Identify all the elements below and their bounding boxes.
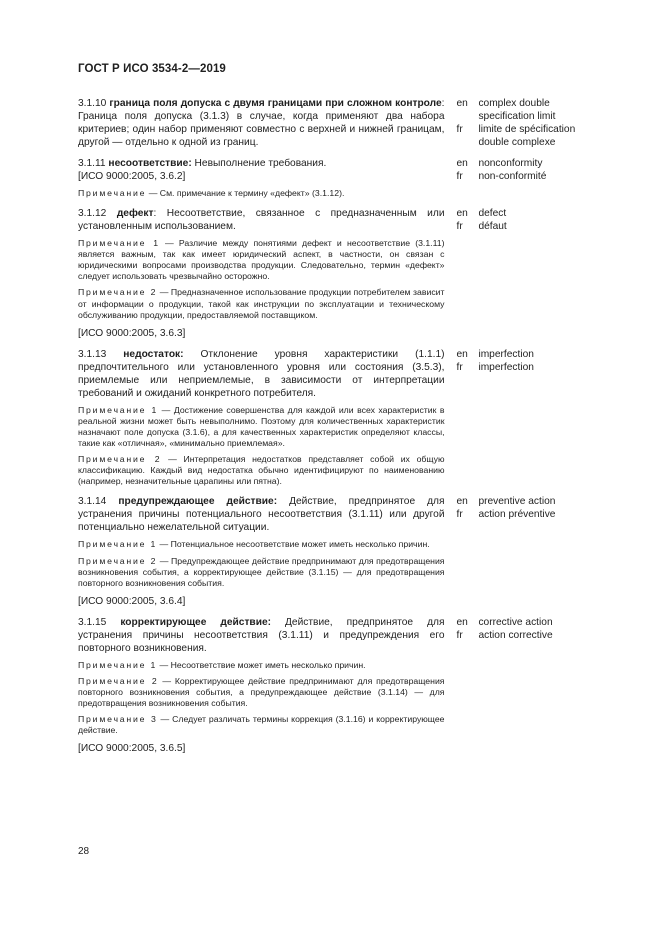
translation-en: nonconformity [478, 158, 543, 169]
note-label: Примечание 2 [78, 555, 158, 566]
term-name: граница поля допуска с двумя границами при сложном контроле [109, 98, 442, 109]
translation-fr: action corrective [478, 629, 553, 641]
term-body [78, 495, 445, 607]
term-definition [78, 348, 445, 400]
term-source: [ИСО 9000:2005, 3.6.2] [78, 171, 186, 182]
translation-fr: non-conformité [478, 171, 547, 182]
lang-code: en [456, 348, 468, 360]
note-text: — Потенциальное несоответствие может иметь несколько причин. [157, 539, 430, 550]
term-note [78, 188, 445, 199]
term-note [78, 405, 445, 449]
definition-text: : Граница поля допуска (3.1.3) в случае, когда применяют два набора критериев; один набор применяют совместно с верхней и нижней границам, другой — отдельно к одной из границ. [78, 98, 445, 148]
note-text: — Следует различать термины коррекция (3.1.16) и корректирующее действие. [78, 714, 445, 736]
term-entry-3-1-15 [78, 616, 588, 756]
lang-code: fr [456, 509, 463, 521]
term-body [78, 348, 445, 488]
note-label: Примечание 2 [78, 287, 158, 298]
term-body [78, 616, 445, 756]
language-codes [457, 157, 477, 199]
term-number: 3.1.11 [78, 158, 106, 169]
note-label: Примечание 1 [78, 539, 158, 550]
term-entry-3-1-13 [78, 348, 588, 488]
translation-fr: limite de spécification double complexe [478, 124, 576, 148]
note-label: Примечание 2 [78, 675, 159, 686]
term-body [78, 207, 445, 340]
definition-text: Отклонение уровня характеристики (1.1.1) предпочтительного или установленного уровня или состояния (3.5.3), приемлемые или неприемлемые, в зависимости от интерпретации требований и ожиданий конкретного потребителя. [78, 348, 445, 399]
note-text: — Предупреждающее действие предпринимают для предотвращения возникновения события, а корректирующее действие (3.1.15) — для предотвращения повторного возникновения события. [78, 555, 445, 588]
translations [478, 97, 588, 149]
note-label: Примечание 3 [78, 714, 158, 725]
translation-en: corrective action [478, 616, 553, 628]
translation-fr: action préventive [478, 509, 556, 521]
term-name: предупреждающее действие: [118, 496, 278, 508]
term-source: [ИСО 9000:2005, 3.6.4] [78, 595, 186, 607]
term-body [78, 97, 445, 149]
note-label: Примечание 2 [78, 454, 162, 465]
note-text: — Интерпретация недостатков представляет собой их общую классификацию. Каждый вид недостатка обычно идентифицируют по наименованию (например, незначительные царапины или пятна). [78, 454, 445, 487]
term-number: 3.1.15 [78, 616, 107, 628]
translations [478, 616, 588, 756]
note-label: Примечание [78, 188, 147, 198]
term-entry-3-1-10 [78, 97, 588, 149]
term-source: [ИСО 9000:2005, 3.6.3] [78, 327, 186, 339]
definition-text: : Несоответствие, связанное с предназначенным или установленным использованием. [78, 208, 445, 233]
term-definition [78, 157, 445, 183]
lang-code: fr [456, 124, 463, 135]
translation-en: preventive action [478, 496, 556, 508]
language-codes [457, 495, 477, 607]
note-text: — Несоответствие может иметь несколько причин. [157, 659, 366, 670]
translation-fr: défaut [478, 221, 507, 233]
definition-text: Невыполнение требования. [191, 158, 327, 169]
note-label: Примечание 1 [78, 404, 159, 415]
language-codes [457, 207, 477, 340]
term-definition [78, 495, 445, 534]
lang-code: fr [456, 629, 463, 641]
terms-list [78, 97, 588, 763]
lang-code: en [456, 616, 468, 628]
lang-code: en [456, 98, 468, 109]
term-note [78, 454, 445, 487]
translation-fr: imperfection [478, 361, 534, 373]
term-definition [78, 97, 445, 149]
note-text: — Предназначенное использование продукции потребителем зависит от информации о продукции, такой как инструкции по эксплуатации и техническому обслуживанию продукции, предоставляемой поставщиком. [78, 287, 445, 320]
term-name: дефект [116, 208, 154, 220]
term-note [78, 676, 445, 709]
translation-en: defect [478, 208, 507, 220]
translation-en: imperfection [478, 348, 534, 360]
term-entry-3-1-11 [78, 157, 588, 199]
term-name: несоответствие: [108, 158, 192, 169]
term-note [78, 556, 445, 589]
term-note [78, 238, 445, 282]
term-note [78, 660, 445, 671]
definition-text: Действие, предпринятое для устранения причины потенциального несоответствия (3.1.11) или другой потенциально нежелательной ситуации. [78, 496, 445, 534]
lang-code [457, 110, 477, 123]
note-text: — Различие между понятиями дефект и несоответствие (3.1.11) является важным, так как имеет юридический аспект, в частности, он связан с юридическими вопросами производства продукции. Следовательно, термин «дефект» следует использовать чрезвычайно осторожно. [78, 238, 445, 282]
term-name: корректирующее действие: [120, 616, 272, 628]
term-source: [ИСО 9000:2005, 3.6.5] [78, 743, 186, 755]
term-note [78, 714, 445, 736]
term-entry-3-1-12 [78, 207, 588, 340]
term-note [78, 539, 445, 550]
term-number: 3.1.10 [78, 98, 107, 109]
term-note [78, 287, 445, 320]
term-definition [78, 207, 445, 233]
lang-code: fr [456, 361, 463, 373]
lang-code: fr [456, 221, 463, 233]
translations [478, 207, 588, 340]
lang-code: en [456, 496, 468, 508]
language-codes [457, 616, 477, 756]
page-number: 28 [78, 846, 90, 857]
term-number: 3.1.14 [78, 496, 107, 508]
note-text: — Достижение совершенства для каждой или всех характеристик в реальной жизни может быть невыполнимо. Поэтому для количественных характеристик назначают поле допуска (3.1.6), а для качественных характеристик определяют классы, такие как «отличная», «минимально приемлемая». [78, 404, 445, 449]
translation-en: complex double specification limit [478, 98, 556, 122]
note-label: Примечание 1 [78, 238, 160, 249]
language-codes [457, 97, 477, 149]
language-codes [457, 348, 477, 488]
note-text: — Корректирующее действие предпринимают для предотвращения повторного возникновения события, а предупреждающее действие (3.1.14) — для предотвращения возникновения события. [78, 675, 445, 709]
term-number: 3.1.12 [78, 208, 107, 220]
lang-code: en [456, 208, 468, 220]
translations [478, 157, 588, 199]
lang-code: fr [456, 171, 463, 182]
note-text: — См. примечание к термину «дефект» (3.1.12). [146, 188, 345, 198]
term-name: недостаток: [123, 348, 184, 360]
note-label: Примечание 1 [78, 659, 158, 670]
translations [478, 495, 588, 607]
term-body [78, 157, 445, 199]
definition-text: Действие, предпринятое для устранения причины несоответствия (3.1.11) и предупреждения его повторного возникновения. [78, 616, 445, 654]
translations [478, 348, 588, 488]
document-header: ГОСТ Р ИСО 3534-2—2019 [78, 63, 226, 75]
term-number: 3.1.13 [78, 348, 107, 360]
term-definition [78, 616, 445, 655]
term-entry-3-1-14 [78, 495, 588, 607]
lang-code: en [456, 158, 468, 169]
